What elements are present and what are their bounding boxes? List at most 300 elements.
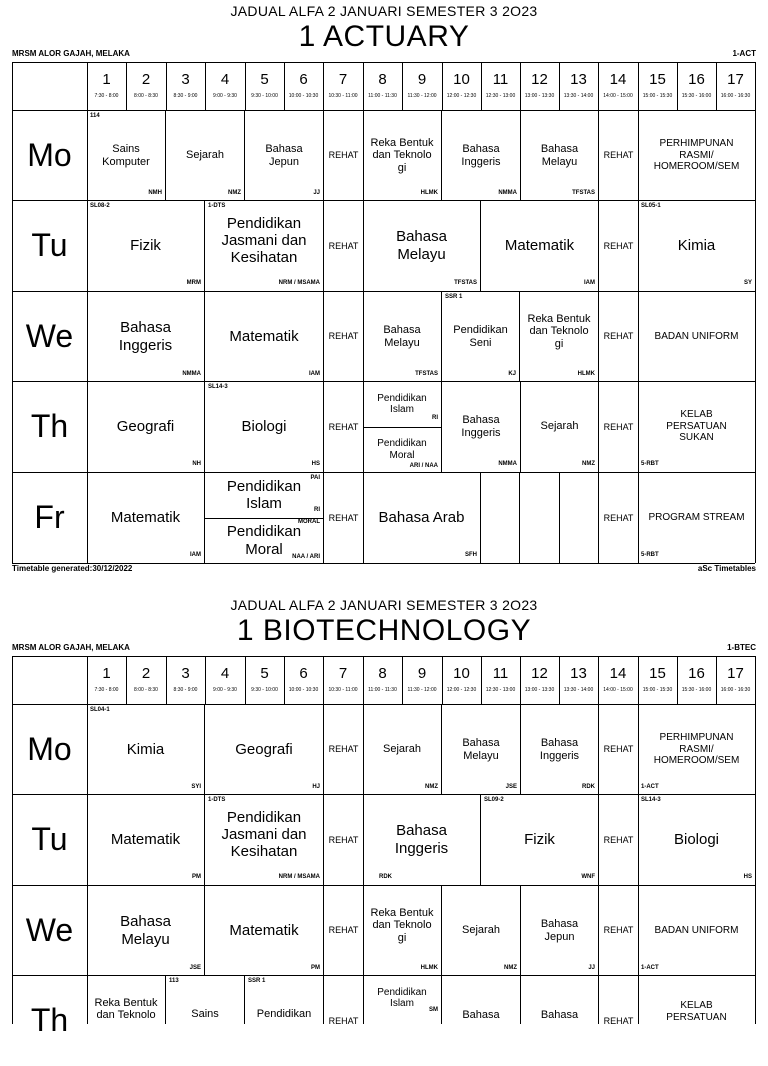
period-header: [166, 62, 205, 110]
lesson-cell: [363, 292, 441, 381]
school-name: MRSM ALOR GAJAH, MELAKA: [12, 643, 130, 652]
teacher-label: NMMA: [498, 461, 517, 468]
teacher-label: JSE: [189, 965, 201, 972]
teacher-label: IAM: [584, 280, 595, 287]
subject-label: Sejarah: [540, 420, 579, 433]
rehat-cell: REHAT: [328, 925, 359, 936]
lesson-cell: [363, 705, 441, 794]
lesson-cell: [87, 795, 204, 884]
period-header: [245, 62, 284, 110]
period-header: [205, 656, 245, 704]
teacher-label: JSE: [505, 784, 517, 791]
period-time: 8:00 - 8:30: [134, 687, 158, 693]
teacher-label: NMH: [148, 190, 162, 197]
room-label: 1-DTS: [208, 797, 226, 803]
room-label: SL08-2: [90, 203, 110, 209]
teacher-label: HLMK: [577, 371, 595, 378]
period-number: 4: [220, 71, 230, 88]
subject-label: Sains: [191, 1008, 219, 1021]
teacher-label: KJ: [508, 371, 516, 378]
lesson-cell: [521, 382, 598, 471]
room-label: SL09-2: [484, 797, 504, 803]
teacher-label: MORAL: [298, 519, 320, 525]
period-number: 13: [570, 665, 587, 682]
subject-label: Kimia: [677, 236, 716, 254]
period-header: [716, 62, 755, 110]
period-time: 14:00 - 15:00: [603, 687, 633, 693]
period-header: [363, 62, 402, 110]
period-header: [87, 62, 126, 110]
subject-label: Pendidikan Islam: [377, 392, 427, 415]
lesson-cell: [166, 111, 244, 200]
period-number: 16: [688, 71, 705, 88]
lesson-cell: [638, 795, 755, 884]
period-number: 3: [181, 71, 190, 88]
period-time: 12:00 - 12:30: [446, 687, 477, 693]
period-time: 10:30 - 11:00: [328, 93, 358, 99]
period-time: 15:00 - 15:30: [642, 93, 673, 99]
rehat-cell: REHAT: [603, 744, 634, 755]
room-label: 1-ACT: [641, 965, 659, 972]
rehat-cell: REHAT: [328, 240, 359, 251]
period-header: [442, 62, 481, 110]
teacher-label: HJ: [312, 784, 320, 791]
period-time: 15:00 - 15:30: [642, 687, 673, 693]
subject-label: Reka Bentuk dan Teknolo gi: [527, 312, 591, 350]
teacher-label: RI: [432, 415, 438, 422]
day-label: Mo: [27, 731, 72, 767]
period-number: 15: [649, 665, 666, 682]
period-header: [166, 656, 205, 704]
period-header: [284, 62, 323, 110]
room-label: SSR 1: [248, 978, 266, 984]
lesson-cell: [638, 201, 755, 290]
period-header: [638, 62, 677, 110]
subject-label: Pendidikan Moral: [377, 438, 427, 461]
teacher-label: TFSTAS: [415, 371, 438, 378]
class-code: 1-BTEC: [727, 643, 756, 652]
sheet-subtitle: JADUAL ALFA 2 JANUARI SEMESTER 3 2O23: [230, 597, 538, 613]
period-number: 5: [260, 665, 269, 682]
period-number: 7: [338, 665, 348, 682]
day-label: Tu: [31, 227, 68, 263]
subject-label: Reka Bentuk dan Teknolo gi: [370, 136, 434, 174]
teacher-label: RDK: [379, 874, 392, 881]
period-time: 16:00 - 16:30: [720, 93, 751, 99]
subject-label: Reka Bentuk dan Teknolo: [94, 996, 158, 1022]
teacher-label: MRM: [186, 280, 201, 287]
timetable-sheet-biotechnology: [0, 594, 768, 1038]
subject-label: Bahasa Inggeris: [461, 142, 501, 168]
generated-date: Timetable generated:30/12/2022: [12, 564, 133, 573]
subject-label: Fizik: [130, 236, 161, 254]
period-header: [402, 62, 442, 110]
subject-label: Fizik: [524, 830, 555, 848]
period-time: 11:00 - 11:30: [368, 93, 397, 99]
teacher-label: ARI / NAA: [409, 463, 438, 470]
period-header: [363, 656, 402, 704]
subject-label: Pendidikan Moral: [226, 523, 302, 558]
period-number: 9: [417, 71, 427, 88]
lesson-cell: [442, 976, 520, 1024]
period-header: [598, 62, 638, 110]
rehat-cell: REHAT: [328, 834, 359, 845]
lesson-cell: [87, 886, 204, 975]
subject-label: Reka Bentuk dan Teknolo gi: [370, 906, 434, 944]
teacher-label: SYI: [191, 784, 201, 791]
subject-label: PROGRAM STREAM: [648, 511, 745, 523]
day-label: We: [25, 318, 74, 354]
room-label: 1-DTS: [208, 203, 226, 209]
lesson-cell: [638, 292, 755, 381]
subject-label: Sejarah: [186, 149, 224, 162]
lesson-cell: [245, 976, 323, 1024]
period-number: 15: [649, 71, 666, 88]
lesson-cell: [442, 382, 520, 471]
lesson-cell: [87, 111, 165, 200]
grid-column-divider: [559, 472, 560, 563]
period-header: [323, 62, 363, 110]
day-label: Th: [30, 1002, 69, 1038]
lesson-cell: [205, 705, 323, 794]
period-number: 2: [141, 665, 151, 682]
room-label: SL05-1: [641, 203, 661, 209]
teacher-label: IAM: [309, 371, 320, 378]
lesson-cell: [205, 382, 323, 471]
generator-credit: aSc Timetables: [697, 564, 756, 573]
room-label: 5-RBT: [641, 461, 659, 468]
period-header: [87, 656, 126, 704]
period-time: 10:00 - 10:30: [288, 687, 319, 693]
period-header: [638, 656, 677, 704]
subject-label: Matematik: [110, 508, 181, 526]
subject-label: Bahasa Melayu: [540, 142, 579, 168]
subject-label: Bahasa Melayu: [396, 228, 447, 263]
subject-label: BADAN UNIFORM: [654, 924, 739, 936]
period-time: 13:00 - 13:30: [524, 93, 555, 99]
period-time: 13:30 - 14:00: [563, 93, 594, 99]
lesson-cell: [205, 201, 323, 290]
day-label: Tu: [31, 821, 68, 857]
class-code: 1-ACT: [732, 49, 756, 58]
subject-label: Sejarah: [383, 743, 421, 756]
teacher-label: WNF: [581, 874, 595, 881]
lesson-cell: [87, 292, 204, 381]
period-header: [323, 656, 363, 704]
day-label: Th: [30, 408, 69, 444]
period-header: [442, 656, 481, 704]
subject-label: Bahasa Inggeris: [461, 413, 501, 439]
teacher-label: NMZ: [582, 461, 595, 468]
period-header: [559, 62, 598, 110]
teacher-label: RDK: [582, 784, 595, 791]
subject-label: Biologi: [673, 830, 720, 848]
period-header: [559, 656, 598, 704]
teacher-label: NMMA: [498, 190, 517, 197]
subject-label: Geografi: [235, 740, 293, 758]
period-header: [481, 656, 520, 704]
rehat-cell: REHAT: [603, 834, 634, 845]
subject-label: Bahasa: [462, 1009, 500, 1022]
subject-label: Bahasa Melayu: [120, 913, 171, 948]
day-label: Fr: [34, 499, 65, 535]
period-header: [520, 656, 559, 704]
rehat-cell: REHAT: [328, 150, 359, 161]
period-number: 12: [531, 71, 548, 88]
period-number: 13: [570, 71, 587, 88]
lesson-cell: [205, 795, 323, 884]
subject-label: Matematik: [110, 830, 181, 848]
rehat-cell: REHAT: [603, 925, 634, 936]
subject-label: Bahasa Inggeris: [394, 822, 449, 857]
subject-label: Bahasa Inggeris: [539, 736, 580, 762]
school-name: MRSM ALOR GAJAH, MELAKA: [12, 49, 130, 58]
lesson-cell-split-top: [205, 473, 323, 517]
period-number: 17: [727, 665, 744, 682]
period-time: 7:30 - 8:00: [94, 93, 119, 99]
rehat-cell: REHAT: [328, 331, 359, 342]
room-label: 5-RBT: [641, 552, 659, 559]
period-number: 11: [492, 71, 509, 88]
lesson-cell: [638, 382, 755, 471]
subject-label: Bahasa Inggeris: [118, 319, 173, 354]
period-time: 12:30 - 13:00: [485, 93, 516, 99]
period-time: 10:00 - 10:30: [288, 93, 319, 99]
period-number: 1: [102, 665, 111, 682]
period-time: 9:30 - 10:00: [251, 687, 278, 693]
period-number: 17: [727, 71, 744, 88]
period-header: [205, 62, 245, 110]
period-time: 12:00 - 12:30: [446, 93, 477, 99]
subject-label: BADAN UNIFORM: [654, 330, 739, 342]
sheet-title: 1 ACTUARY: [298, 20, 470, 53]
period-header: [598, 656, 638, 704]
lesson-cell: [87, 976, 165, 1024]
period-header: [126, 656, 166, 704]
period-time: 15:30 - 16:00: [681, 687, 712, 693]
subject-label: Bahasa Jepun: [540, 917, 579, 943]
period-time: 11:30 - 12:00: [407, 93, 437, 99]
lesson-cell: [638, 705, 755, 794]
period-number: 11: [492, 665, 509, 682]
teacher-label: PM: [192, 874, 201, 881]
rehat-cell: REHAT: [603, 240, 634, 251]
subject-label: Bahasa Melayu: [462, 736, 500, 762]
teacher-label: JJ: [588, 965, 595, 972]
teacher-label: NH: [192, 461, 201, 468]
grid-column-divider: [519, 472, 520, 563]
subject-label: Matematik: [504, 236, 575, 254]
period-number: 8: [378, 665, 387, 682]
teacher-label: SM: [429, 1007, 438, 1014]
rehat-cell: REHAT: [328, 1015, 359, 1026]
period-number: 3: [181, 665, 190, 682]
teacher-label: PAI: [310, 475, 320, 481]
period-number: 6: [299, 71, 308, 88]
period-number: 6: [299, 665, 308, 682]
lesson-cell: [442, 292, 519, 381]
rehat-cell: REHAT: [328, 744, 359, 755]
lesson-cell: [521, 111, 598, 200]
room-label: 113: [169, 978, 179, 984]
period-header: [245, 656, 284, 704]
period-number: 5: [260, 71, 269, 88]
day-label: We: [25, 912, 74, 948]
lesson-cell: [205, 886, 323, 975]
lesson-cell: [442, 705, 520, 794]
teacher-label: TFSTAS: [572, 190, 595, 197]
lesson-cell: [363, 886, 441, 975]
subject-label: Biologi: [241, 417, 287, 435]
period-number: 12: [531, 665, 548, 682]
lesson-cell: [521, 976, 598, 1024]
period-time: 9:00 - 9:30: [213, 93, 237, 99]
lesson-cell: [87, 201, 204, 290]
period-number: 14: [609, 71, 627, 88]
subject-label: Pendidikan: [256, 1008, 312, 1021]
period-number: 4: [220, 665, 230, 682]
lesson-cell: [363, 111, 441, 200]
period-number: 14: [609, 665, 627, 682]
lesson-cell: [442, 111, 520, 200]
period-time: 11:30 - 12:00: [407, 687, 437, 693]
teacher-label: NMZ: [425, 784, 438, 791]
period-number: 16: [688, 665, 705, 682]
period-time: 7:30 - 8:00: [94, 687, 119, 693]
teacher-label: PM: [311, 965, 320, 972]
sheet-title: 1 BIOTECHNOLOGY: [236, 614, 532, 647]
rehat-cell: REHAT: [328, 512, 359, 523]
lesson-cell: [638, 886, 755, 975]
period-header: [481, 62, 520, 110]
period-number: 2: [141, 71, 151, 88]
period-time: 10:30 - 11:00: [328, 687, 358, 693]
subject-label: Sejarah: [462, 924, 500, 937]
subject-label: Sains Komputer: [102, 142, 150, 168]
subject-label: Pendidikan Seni: [453, 323, 508, 349]
period-number: 9: [417, 665, 427, 682]
period-time: 8:30 - 9:00: [173, 687, 198, 693]
period-header: [677, 656, 716, 704]
teacher-label: SY: [743, 280, 752, 287]
lesson-cell-split-top: [363, 976, 441, 1020]
teacher-label: NAA / ARI: [292, 554, 320, 561]
subject-label: PERHIMPUNAN RASMI/ HOMEROOM/SEM: [653, 138, 740, 173]
period-header: [402, 656, 442, 704]
period-number: 8: [378, 71, 387, 88]
lesson-cell-split-top: [363, 382, 441, 426]
teacher-label: NRM / MSAMA: [278, 874, 320, 881]
day-label: Mo: [27, 137, 72, 173]
teacher-label: HLMK: [420, 190, 438, 197]
teacher-label: HS: [743, 874, 752, 881]
subject-label: Bahasa: [540, 1009, 579, 1022]
rehat-cell: REHAT: [603, 421, 634, 432]
grid-border: [755, 656, 756, 1024]
period-number: 1: [102, 71, 111, 88]
subject-label: Pendidikan Islam: [226, 477, 302, 512]
period-header: [520, 62, 559, 110]
subject-label: Geografi: [116, 417, 175, 435]
period-time: 9:30 - 10:00: [251, 93, 278, 99]
subject-label: Pendidikan Jasmani dan Kesihatan: [221, 808, 307, 861]
subject-label: Matematik: [229, 327, 299, 345]
period-time: 15:30 - 16:00: [681, 93, 712, 99]
lesson-cell: [638, 111, 755, 200]
teacher-label: NRM / MSAMA: [278, 280, 320, 287]
lesson-cell: [245, 111, 323, 200]
period-number: 7: [338, 71, 348, 88]
rehat-cell: REHAT: [603, 512, 634, 523]
lesson-cell: [166, 976, 244, 1024]
lesson-cell: [87, 473, 204, 562]
lesson-cell: [638, 473, 755, 562]
teacher-label: NMZ: [504, 965, 517, 972]
grid-border: [755, 62, 756, 563]
teacher-label: HS: [311, 461, 320, 468]
period-header: [716, 656, 755, 704]
period-time: 12:30 - 13:00: [485, 687, 516, 693]
subject-label: PERHIMPUNAN RASMI/ HOMEROOM/SEM: [653, 732, 740, 767]
lesson-cell: [363, 473, 480, 562]
lesson-cell: [481, 795, 598, 884]
lesson-cell: [520, 292, 598, 381]
teacher-label: JJ: [313, 190, 320, 197]
period-time: 14:00 - 15:00: [603, 93, 633, 99]
subject-label: Bahasa Melayu: [383, 323, 421, 349]
teacher-label: RI: [314, 507, 320, 514]
lesson-cell: [638, 976, 755, 1024]
sheet-subtitle: JADUAL ALFA 2 JANUARI SEMESTER 3 2O23: [230, 3, 538, 19]
period-header: [284, 656, 323, 704]
lesson-cell: [87, 382, 204, 471]
period-header: [677, 62, 716, 110]
lesson-cell: [363, 795, 480, 884]
lesson-cell-split-bottom: [363, 428, 441, 471]
lesson-cell: [521, 886, 598, 975]
lesson-cell: [205, 292, 323, 381]
subject-label: Pendidikan Islam: [377, 986, 427, 1009]
teacher-label: HLMK: [420, 965, 438, 972]
subject-label: Bahasa Jepun: [265, 142, 303, 168]
period-number: 10: [453, 665, 470, 682]
room-label: SSR 1: [445, 294, 463, 300]
subject-label: Kimia: [126, 740, 165, 758]
teacher-label: TFSTAS: [454, 280, 477, 287]
rehat-cell: REHAT: [603, 1015, 634, 1026]
teacher-label: SFH: [465, 552, 477, 559]
lesson-cell: [521, 705, 598, 794]
subject-label: KELAB PERSATUAN: [666, 1000, 727, 1023]
period-time: 8:00 - 8:30: [134, 93, 158, 99]
rehat-cell: REHAT: [328, 421, 359, 432]
period-time: 9:00 - 9:30: [213, 687, 237, 693]
room-label: 114: [90, 113, 100, 119]
teacher-label: NMMA: [182, 371, 201, 378]
lesson-cell-split-bottom: [205, 519, 323, 562]
period-time: 16:00 - 16:30: [720, 687, 751, 693]
rehat-cell: REHAT: [603, 331, 634, 342]
lesson-cell: [442, 886, 520, 975]
lesson-cell: [87, 705, 204, 794]
period-time: 13:00 - 13:30: [524, 687, 555, 693]
teacher-label: NMZ: [228, 190, 241, 197]
period-time: 11:00 - 11:30: [368, 687, 397, 693]
subject-label: Bahasa Arab: [378, 508, 465, 526]
subject-label: Matematik: [229, 921, 299, 939]
grid-column-divider: [480, 472, 481, 563]
period-number: 10: [453, 71, 470, 88]
